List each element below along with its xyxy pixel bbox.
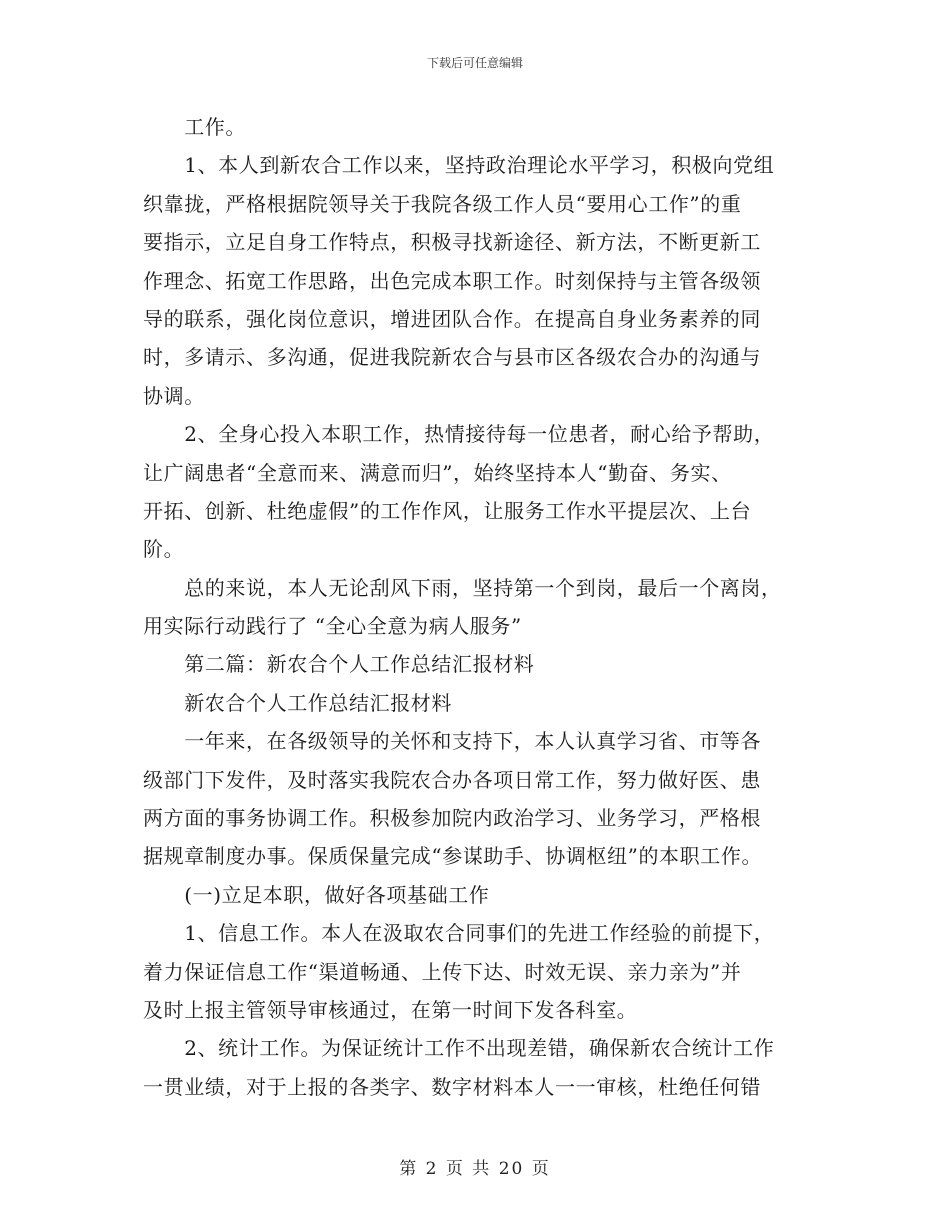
- section-heading: 第二篇：新农合个人工作总结汇报材料: [143, 652, 535, 677]
- page-header: 下载后可任意编辑: [426, 56, 523, 70]
- text-line: 着力保证信息工作“渠道畅通、上传下达、时效无误、亲力亲为”并: [143, 959, 742, 984]
- text-line: 一贯业绩，对于上报的各类字、数字材料本人一一审核，杜绝任何错: [143, 1074, 761, 1099]
- subsection-heading: (一)立足本职，做好各项基础工作: [143, 882, 490, 907]
- text-line: 时，多请示、多沟通，促进我院新农合与县市区各级农合办的沟通与: [143, 345, 761, 370]
- text-line: 1、信息工作。本人在汲取农合同事们的先进工作经验的前提下，: [143, 921, 775, 946]
- document-body: [143, 108, 808, 1106]
- text-line: 级部门下发件，及时落实我院农合办各项日常工作，努力做好医、患: [143, 767, 761, 792]
- text-line: 两方面的事务协调工作。积极参加院内政治学习、业务学习，严格根: [143, 806, 761, 831]
- text-line: 1、本人到新农合工作以来，坚持政治理论水平学习，积极向党组: [143, 153, 775, 178]
- text-line: 及时上报主管领导审核通过，在第一时间下发各科室。: [143, 997, 638, 1022]
- text-line: 据规章制度办事。保质保量完成“参谋助手、协调枢纽”的本职工作。: [143, 844, 763, 869]
- document-title: 新农合个人工作总结汇报材料: [143, 690, 452, 715]
- text-line: 一年来，在各级领导的关怀和支持下，本人认真学习省、市等各: [143, 729, 761, 754]
- text-line: 织靠拢，严格根据院领导关于我院各级工作人员“要用心工作”的重: [143, 191, 742, 216]
- text-line: 工作。: [143, 115, 246, 139]
- text-line: 导的联系，强化岗位意识，增进团队合作。在提高自身业务素养的同: [143, 306, 761, 331]
- text-line: 2、全身心投入本职工作，热情接待每一位患者，耐心给予帮助，: [143, 422, 775, 447]
- text-line: 让广阔患者“全意而来、满意而归”，始终坚持本人“勤奋、务实、: [143, 460, 732, 485]
- text-line: 总的来说，本人无论刮风下雨，坚持第一个到岗，最后一个离岗，: [143, 575, 782, 600]
- text-line: 协调。: [143, 383, 205, 408]
- page-number: 第 2 页 共 20 页: [399, 1159, 551, 1179]
- text-line: 2、统计工作。为保证统计工作不出现差错，确保新农合统计工作: [143, 1036, 775, 1061]
- text-line: 用实际行动践行了 “全心全意为病人服务”: [143, 614, 522, 639]
- text-line: 开拓、创新、杜绝虚假”的工作作风，让服务工作水平提层次、上台: [143, 498, 752, 523]
- text-line: 要指示，立足自身工作特点，积极寻找新途径、新方法，不断更新工: [143, 230, 761, 255]
- text-line: 作理念、拓宽工作思路，出色完成本职工作。时刻保持与主管各级领: [143, 268, 761, 293]
- text-line: 阶。: [143, 537, 185, 562]
